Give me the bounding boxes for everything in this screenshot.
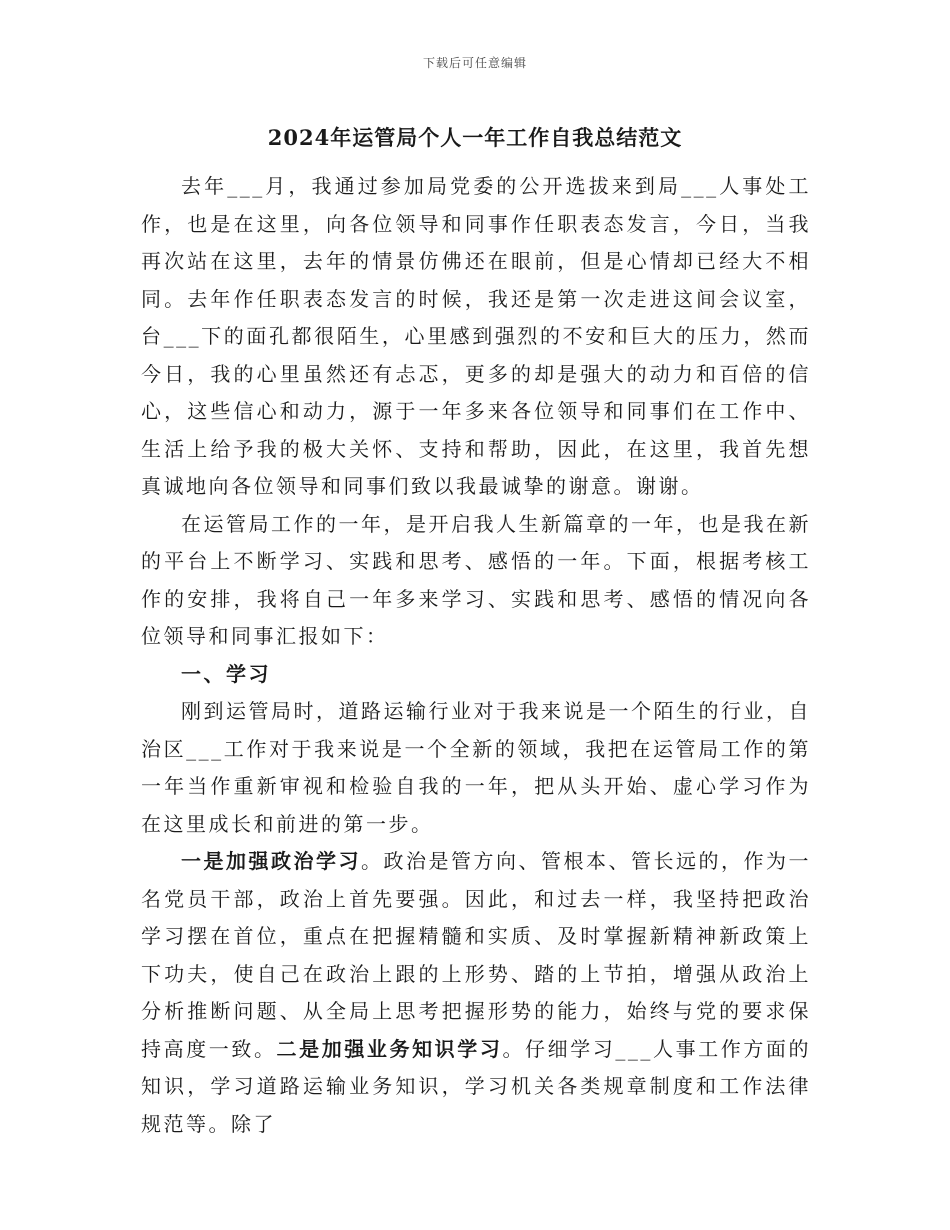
paragraph: 去年___月，我通过参加局党委的公开选拔来到局___人事处工作，也是在这里，向各位领导和同事作任职表态发言，今日，当我再次站在这里，去年的情景仿佛还在眼前，但是心情却已经大不相同。去年作任职表态发言的时候，我还是第一次走进这间会议室，台___下的面孔都很陌生，心里感到强烈的不安和巨大的压力，然而今日，我的心里虽然还有忐忑，更多的却是强大的动力和百倍的信心，这些信心和动力，源于一年多来各位领导和同事们在工作中、生活上给予我的极大关怀、支持和帮助，因此，在这里，我首先想真诚地向各位领导和同事们致以我最诚挚的谢意。谢谢。 <box>141 174 811 498</box>
paragraph: 在运管局工作的一年，是开启我人生新篇章的一年，也是我在新的平台上不断学习、实践和思考、感悟的一年。下面，根据考核工作的安排，我将自己一年多来学习、实践和思考、感悟的情况向各位领导和同事汇报如下： <box>141 511 811 648</box>
document-body <box>141 168 811 1143</box>
header-note: 下载后可任意编辑 <box>422 56 527 70</box>
paragraph-text: 。仔细学习___人事工作方面的知识，学习道路运输业务知识，学习机关各类规章制度和工作法律规范等。除了 <box>141 1036 812 1136</box>
paragraph-text: 。政治是管方向、管根本、管长远的，作为一名党员干部，政治上首先要强。因此，和过去一样，我坚持把政治学习摆在首位，重点在把握精髓和实质、及时掌握新精神新政策上下功夫，使自己在政治上跟的上形势、踏的上节拍，增强从政治上分析推断问题、从全局上思考把握形势的能力，始终与党的要求保持高度一致。 <box>141 849 811 1061</box>
paragraph <box>141 843 811 1143</box>
bold-lead: 一是加强政治学习 <box>181 849 361 873</box>
bold-lead: 二是加强业务知识学习 <box>276 1036 503 1061</box>
document-title: 2024年运管局个人一年工作自我总结范文 <box>267 125 683 150</box>
section-heading: 一、学习 <box>181 661 271 686</box>
paragraph: 刚到运管局时，道路运输行业对于我来说是一个陌生的行业，自治区___工作对于我来说是一个全新的领域，我把在运管局工作的第一年当作重新审视和检验自我的一年，把从头开始、虚心学习作为在这里成长和前进的第一步。 <box>141 699 811 836</box>
